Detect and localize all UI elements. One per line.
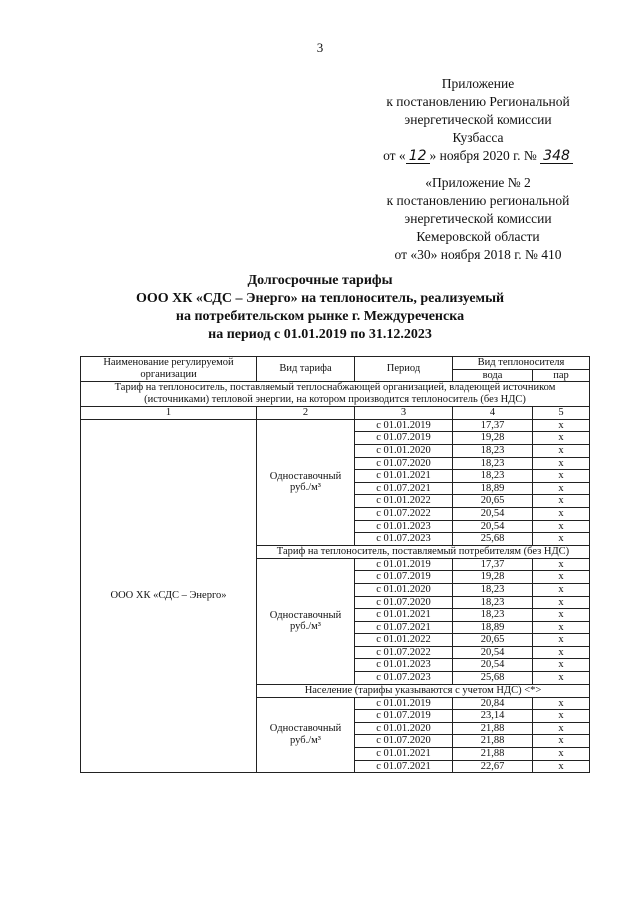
steam-price-cell: х (533, 457, 590, 470)
section-caption: Тариф на теплоноситель, поставляемый потребителям (без НДС) (257, 545, 590, 558)
steam-price-cell: х (533, 470, 590, 483)
header-org: Наименование регулируемой организации (81, 357, 257, 382)
period-cell: с 01.07.2021 (355, 621, 453, 634)
header-tariff-type: Вид тарифа (257, 357, 355, 382)
steam-price-cell: х (533, 710, 590, 723)
period-cell: с 01.07.2019 (355, 432, 453, 445)
tariff-unit-label: руб./м³ (290, 734, 321, 746)
period-cell: с 01.01.2021 (355, 470, 453, 483)
section-caption: Тариф на теплоноситель, поставляемый теплоснабжающей организацией, владеющей источником (источниками) тепловой энергии, на котором производится теплоноситель (без НДС) (81, 382, 590, 407)
steam-price-cell: х (533, 533, 590, 546)
column-number: 1 (81, 407, 257, 420)
water-price-cell: 21,88 (453, 748, 533, 761)
period-cell: с 01.07.2019 (355, 710, 453, 723)
tariff-type-cell (257, 419, 355, 545)
steam-price-cell: х (533, 609, 590, 622)
water-price-cell: 20,54 (453, 507, 533, 520)
period-cell: с 01.07.2023 (355, 533, 453, 546)
column-number: 3 (355, 407, 453, 420)
water-price-cell: 18,23 (453, 583, 533, 596)
appendix-date-line (360, 147, 596, 165)
period-cell: с 01.01.2023 (355, 659, 453, 672)
water-price-cell: 17,37 (453, 558, 533, 571)
steam-price-cell: х (533, 748, 590, 761)
water-price-cell: 20,54 (453, 520, 533, 533)
column-number: 2 (257, 407, 355, 420)
water-price-cell: 18,23 (453, 444, 533, 457)
water-price-cell: 21,88 (453, 722, 533, 735)
appendix-line: Кемеровской области (416, 229, 540, 244)
period-cell: с 01.01.2019 (355, 697, 453, 710)
period-cell: с 01.01.2020 (355, 444, 453, 457)
title-line: на период с 01.01.2019 по 31.12.2023 (208, 327, 432, 342)
water-price-cell: 20,65 (453, 495, 533, 508)
title-line: ООО ХК «СДС – Энерго» на теплоноситель, реализуемый (135, 291, 505, 306)
water-price-cell: 25,68 (453, 672, 533, 685)
appendix-line: энергетической комиссии (404, 112, 552, 127)
water-price-cell: 20,84 (453, 697, 533, 710)
tariff-table (80, 356, 590, 773)
appendix-line: Приложение (441, 76, 515, 91)
header-carrier: Вид теплоносителя (453, 357, 590, 370)
period-cell: с 01.01.2020 (355, 583, 453, 596)
steam-price-cell: х (533, 419, 590, 432)
appendix-header (360, 75, 596, 165)
organization-name: ООО ХК «СДС – Энерго» (81, 419, 257, 772)
water-price-cell: 20,65 (453, 634, 533, 647)
period-cell: с 01.07.2019 (355, 571, 453, 584)
steam-price-cell: х (533, 735, 590, 748)
steam-price-cell: х (533, 583, 590, 596)
period-cell: с 01.07.2020 (355, 457, 453, 470)
steam-price-cell: х (533, 482, 590, 495)
steam-price-cell: х (533, 722, 590, 735)
water-price-cell: 20,54 (453, 659, 533, 672)
water-price-cell: 19,28 (453, 432, 533, 445)
header-water: вода (453, 369, 533, 382)
header-row (81, 357, 590, 370)
document-title (0, 272, 640, 344)
tariff-type-label: Одноставочный (269, 470, 342, 482)
water-price-cell: 18,23 (453, 609, 533, 622)
tariff-type-cell (257, 697, 355, 773)
water-price-cell: 25,68 (453, 533, 533, 546)
water-price-cell: 23,14 (453, 710, 533, 723)
period-cell: с 01.07.2020 (355, 735, 453, 748)
water-price-cell: 18,23 (453, 596, 533, 609)
table-row (81, 419, 590, 432)
period-cell: с 01.01.2022 (355, 634, 453, 647)
header-period: Период (355, 357, 453, 382)
period-cell: с 01.01.2022 (355, 495, 453, 508)
period-cell: с 01.01.2023 (355, 520, 453, 533)
steam-price-cell: х (533, 760, 590, 773)
period-cell: с 01.01.2020 (355, 722, 453, 735)
steam-price-cell: х (533, 507, 590, 520)
period-cell: с 01.07.2020 (355, 596, 453, 609)
previous-appendix-header (360, 174, 596, 264)
water-price-cell: 18,89 (453, 482, 533, 495)
steam-price-cell: х (533, 432, 590, 445)
section-caption: Население (тарифы указываются с учетом НДС) <*> (257, 684, 590, 697)
steam-price-cell: х (533, 558, 590, 571)
tariff-type-label: Одноставочный (269, 723, 342, 735)
period-cell: с 01.01.2019 (355, 419, 453, 432)
appendix-line: к постановлению Региональной (386, 94, 570, 109)
date-suffix: » ноября 2020 г. № (429, 148, 537, 163)
page-number: 3 (316, 40, 324, 55)
title-line: на потребительском рынке г. Междуреченска (175, 309, 465, 324)
steam-price-cell: х (533, 571, 590, 584)
header-steam: пар (533, 369, 590, 382)
steam-price-cell: х (533, 697, 590, 710)
appendix-line: от «30» ноября 2018 г. № 410 (394, 247, 562, 262)
steam-price-cell: х (533, 634, 590, 647)
handwritten-number: 348 (540, 149, 573, 164)
column-number-row (81, 407, 590, 420)
period-cell: с 01.07.2023 (355, 672, 453, 685)
period-cell: с 01.07.2022 (355, 507, 453, 520)
water-price-cell: 21,88 (453, 735, 533, 748)
water-price-cell: 18,23 (453, 470, 533, 483)
period-cell: с 01.01.2021 (355, 748, 453, 761)
column-number: 5 (533, 407, 590, 420)
period-cell: с 01.07.2022 (355, 646, 453, 659)
handwritten-day: 12 (406, 149, 430, 164)
section-caption-row (81, 382, 590, 407)
steam-price-cell: х (533, 495, 590, 508)
period-cell: с 01.01.2019 (355, 558, 453, 571)
period-cell: с 01.07.2021 (355, 760, 453, 773)
steam-price-cell: х (533, 520, 590, 533)
steam-price-cell: х (533, 444, 590, 457)
column-number: 4 (453, 407, 533, 420)
appendix-line: Кузбасса (452, 130, 504, 145)
steam-price-cell: х (533, 672, 590, 685)
period-cell: с 01.01.2021 (355, 609, 453, 622)
water-price-cell: 20,54 (453, 646, 533, 659)
steam-price-cell: х (533, 621, 590, 634)
water-price-cell: 17,37 (453, 419, 533, 432)
appendix-line: к постановлению региональной (386, 193, 570, 208)
steam-price-cell: х (533, 596, 590, 609)
tariff-type-cell (257, 558, 355, 684)
steam-price-cell: х (533, 659, 590, 672)
steam-price-cell: х (533, 646, 590, 659)
water-price-cell: 18,23 (453, 457, 533, 470)
date-prefix: от « (383, 148, 406, 163)
water-price-cell: 19,28 (453, 571, 533, 584)
tariff-table-body (81, 357, 590, 773)
water-price-cell: 22,67 (453, 760, 533, 773)
tariff-type-label: Одноставочный (269, 609, 342, 621)
tariff-unit-label: руб./м³ (290, 482, 321, 494)
title-line: Долгосрочные тарифы (247, 273, 393, 288)
water-price-cell: 18,89 (453, 621, 533, 634)
tariff-unit-label: руб./м³ (290, 621, 321, 633)
appendix-line: «Приложение № 2 (425, 175, 531, 190)
period-cell: с 01.07.2021 (355, 482, 453, 495)
appendix-line: энергетической комиссии (404, 211, 552, 226)
